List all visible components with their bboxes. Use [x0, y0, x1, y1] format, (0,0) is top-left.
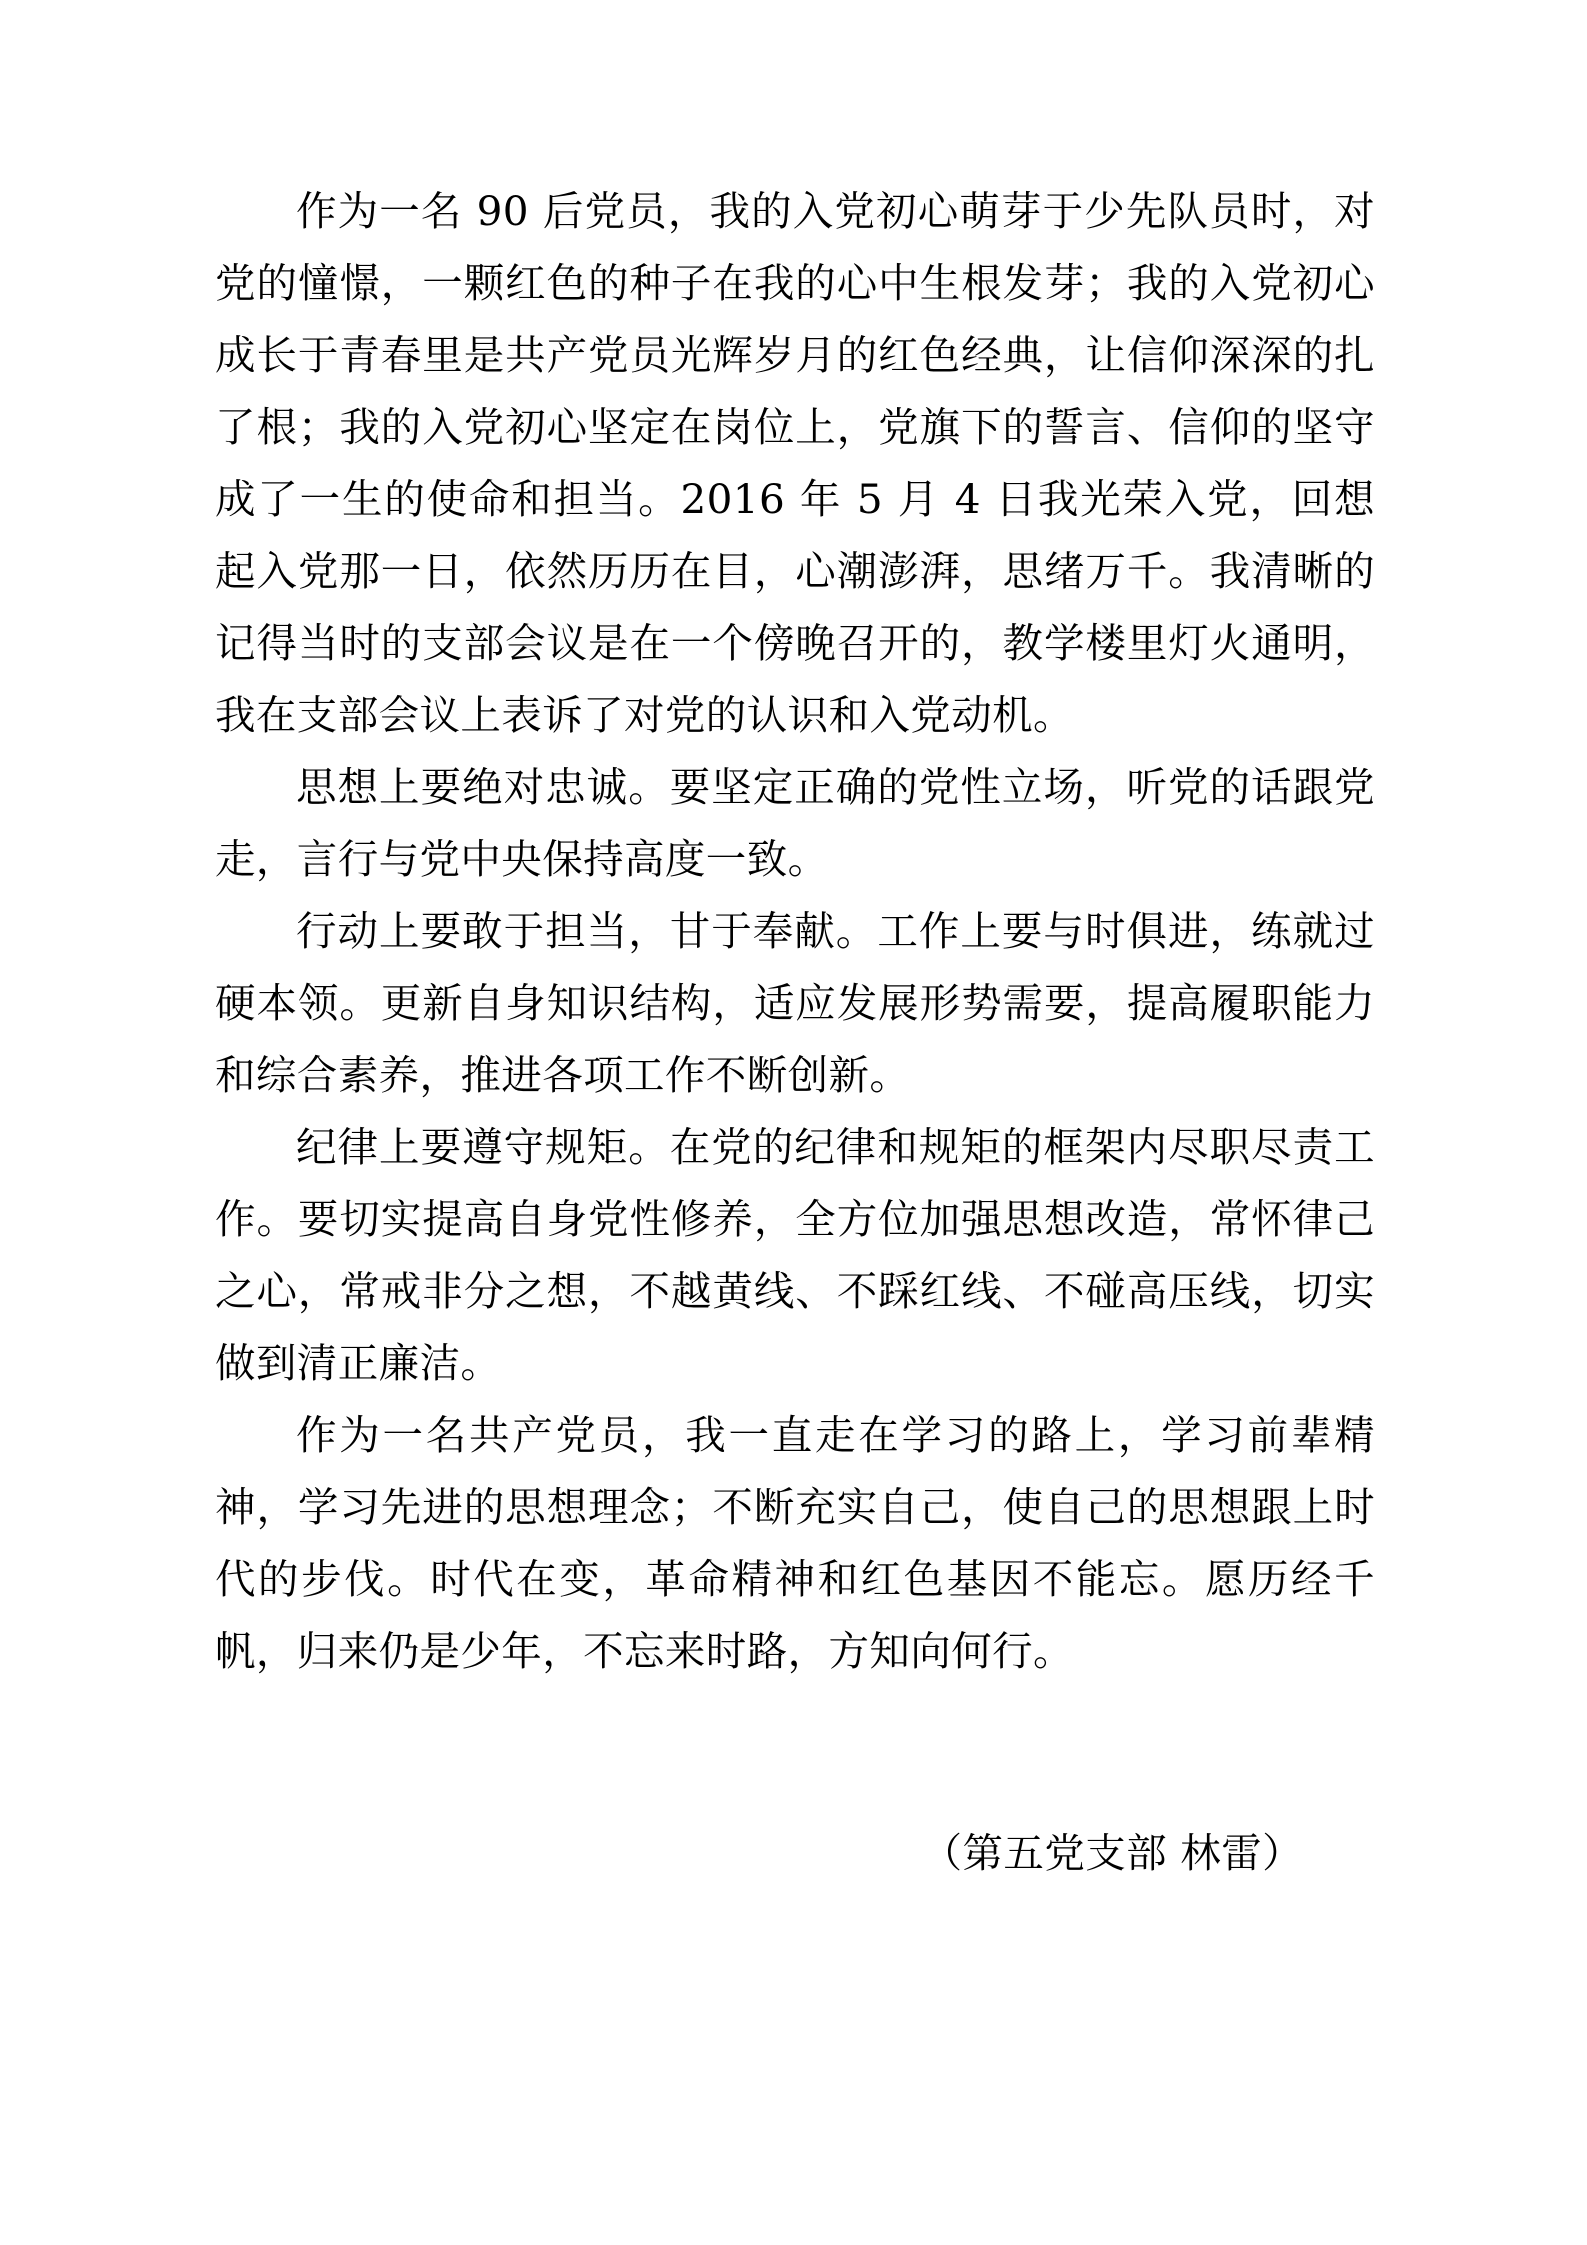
- document-body: [215, 175, 1375, 1889]
- signature-line: （第五党支部 林雷）: [921, 1829, 1303, 1877]
- paragraph-1: 作为一名 90 后党员，我的入党初心萌芽于少先队员时，对党的憧憬，一颗红色的种子在我的心中生根发芽；我的入党初心成长于青春里是共产党员光辉岁月的红色经典，让信仰深深的扎了根；我的入党初心坚定在岗位上，党旗下的誓言、信仰的坚守成了一生的使命和担当。2016 年 5 月 4 日我光荣入党，回想起入党那一日，依然历历在目，心潮澎湃，思绪万千。我清晰的记得当时的支部会议是在一个傍晚召开的，教学楼里灯火通明，我在支部会议上表诉了对党的认识和入党动机。: [215, 187, 1375, 739]
- paragraph-5: 作为一名共产党员，我一直走在学习的路上，学习前辈精神，学习先进的思想理念；不断充实自己，使自己的思想跟上时代的步伐。时代在变，革命精神和红色基因不能忘。愿历经千帆，归来仍是少年，不忘来时路，方知向何行。: [215, 1411, 1375, 1675]
- paragraph-2: 思想上要绝对忠诚。要坚定正确的党性立场，听党的话跟党走，言行与党中央保持高度一致。: [215, 763, 1375, 883]
- paragraph-4: 纪律上要遵守规矩。在党的纪律和规矩的框架内尽职尽责工作。要切实提高自身党性修养，全方位加强思想改造，常怀律己之心，常戒非分之想，不越黄线、不踩红线、不碰高压线，切实做到清正廉洁。: [215, 1123, 1375, 1387]
- paragraph-3: 行动上要敢于担当，甘于奉献。工作上要与时俱进，练就过硬本领。更新自身知识结构，适应发展形势需要，提高履职能力和综合素养，推进各项工作不断创新。: [215, 907, 1375, 1099]
